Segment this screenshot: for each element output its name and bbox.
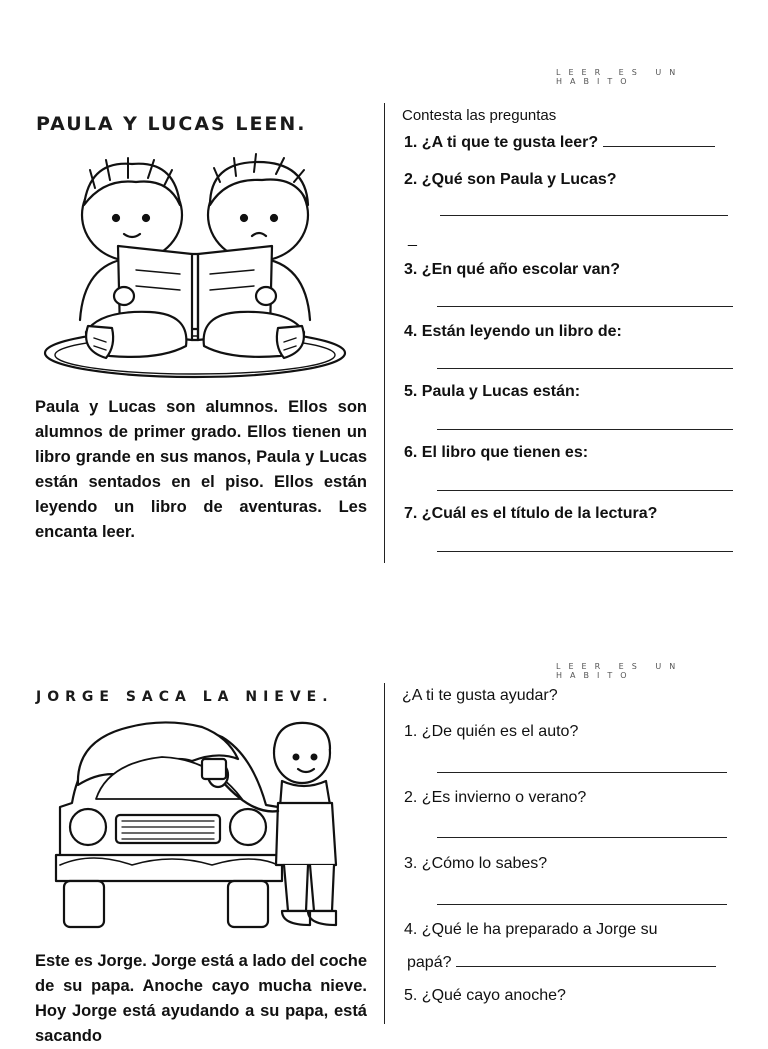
car-snow-illustration <box>52 715 342 935</box>
answer-line-2-4[interactable] <box>456 966 716 967</box>
question-1-text: 1. ¿A ti que te gusta leer? <box>404 134 599 151</box>
stray-mark: _ <box>408 230 417 247</box>
reading-passage-2: Este es Jorge. Jorge está a lado del coche de su papa. Anoche cayo mucha nieve. Hoy Jorge está ayudando a su papa, está sacando <box>35 952 367 1045</box>
question-6: 6. El libro que tienen es: <box>404 444 589 461</box>
question-2-4-cont <box>407 954 716 972</box>
answer-line-4[interactable] <box>437 368 733 369</box>
question-7: 7. ¿Cuál es el título de la lectura? <box>404 505 658 522</box>
question-2: 2. ¿Qué son Paula y Lucas? <box>404 171 617 188</box>
question-1 <box>404 134 744 152</box>
answer-line-2-2[interactable] <box>437 837 727 838</box>
answer-line-3[interactable] <box>437 306 733 307</box>
question-3: 3. ¿En qué año escolar van? <box>404 261 621 278</box>
column-divider-2 <box>384 683 385 1024</box>
question-2-4-cont-text: papá? <box>407 954 452 971</box>
question-2-5: 5. ¿Qué cayo anoche? <box>404 987 566 1004</box>
answer-line-1[interactable] <box>603 146 715 147</box>
question-2-4: 4. ¿Qué le ha preparado a Jorge su <box>404 921 658 938</box>
kids-reading-illustration <box>40 150 350 382</box>
column-divider <box>384 103 385 563</box>
question-4: 4. Están leyendo un libro de: <box>404 323 622 340</box>
answer-line-7[interactable] <box>437 551 733 552</box>
instructions: Contesta las preguntas <box>402 107 557 124</box>
reading-title: PAULA Y LUCAS LEEN. <box>36 113 307 135</box>
question-5: 5. Paula y Lucas están: <box>404 383 581 400</box>
question-2-1: 1. ¿De quién es el auto? <box>404 723 579 740</box>
answer-line-5[interactable] <box>437 429 733 430</box>
answer-line-2-3[interactable] <box>437 904 727 905</box>
reading-passage: Paula y Lucas son alumnos. Ellos son alumnos de primer grado. Ellos tienen un libro grande en sus manos, Paula y Lucas están sentados en el piso. Ellos están leyendo un libro de aventuras. Les encanta leer. <box>35 398 367 541</box>
question-2-3: 3. ¿Cómo lo sabes? <box>404 855 548 872</box>
reading-title-2: JORGE SACA LA NIEVE. <box>36 689 334 705</box>
answer-line-6[interactable] <box>437 490 733 491</box>
answer-line-2-1[interactable] <box>437 772 727 773</box>
question-2-2: 2. ¿Es invierno o verano? <box>404 789 587 806</box>
intro-question: ¿A ti te gusta ayudar? <box>402 687 558 704</box>
tagline-top: LEER ES UN HABITO <box>556 68 684 86</box>
tagline-bottom: LEER ES UN HABITO <box>556 662 684 680</box>
answer-line-2[interactable] <box>440 215 728 216</box>
